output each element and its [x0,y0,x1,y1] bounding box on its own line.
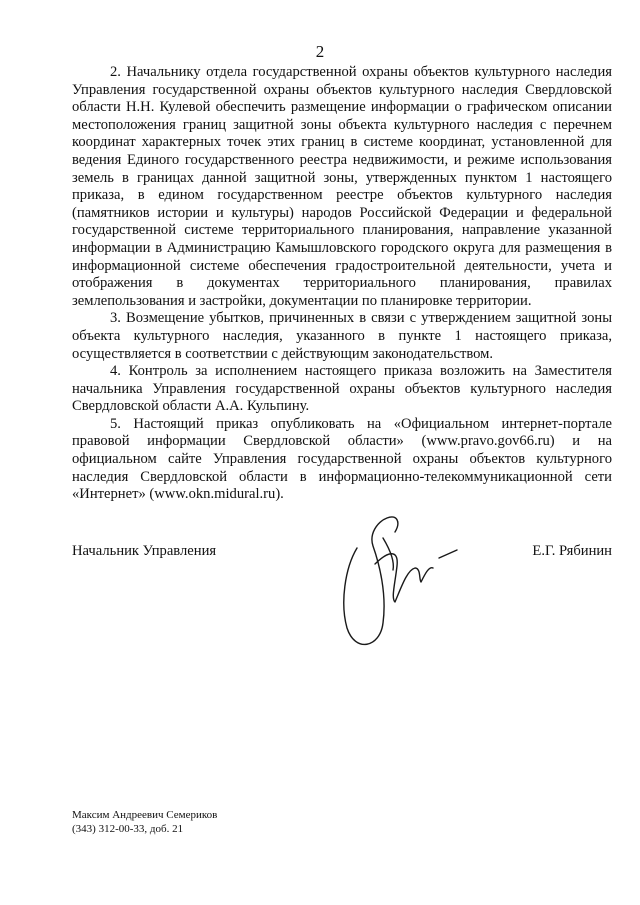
paragraph-5: 5. Настоящий приказ опубликовать на «Официальном интернет-портале правовой информации Свердловской области» (www.pravo.gov66.ru) и на официальном сайте Управления государственной охраны объектов культурного наследия Свердловской области в информационно-телекоммуникационной сети «Интернет» (www.okn.midural.ru). [72,415,612,503]
signer-title: Начальник Управления [72,543,217,559]
paragraph-3: 3. Возмещение убытков, причиненных в связи с утверждением защитной зоны объекта культурного наследия, указанного в пункте 1 настоящего приказа, осуществляется в соответствии с действующим законодательством. [72,310,612,362]
page-number: 2 [315,42,325,61]
document-body [72,64,612,504]
handwritten-signature [335,508,465,658]
signer-name: Е.Г. Рябинин [532,543,612,559]
paragraph-4: 4. Контроль за исполнением настоящего приказа возложить на Заместителя начальника Управления государственной охраны объектов культурного наследия Свердловской области А.А. Кульпину. [72,363,612,415]
executor-info [72,808,217,836]
paragraph-2: 2. Начальнику отдела государственной охраны объектов культурного наследия Управления государственной охраны объектов культурного наследия Свердловской области Н.Н. Кулевой обеспечить размещение информации о графическом описании местоположения границ защитной зоны объекта культурного наследия с перечнем координат характерных точек этих границ в системе координат, установленной для ведения Единого государственного реестра недвижимости, и режиме использования земель в границах данной защитной зоны, утвержденных пунктом 1 настоящего приказа, в едином государственном реестре объектов культурного наследия (памятников истории и культуры) народов Российской Федерации и федеральной государственной системе территориального планирования, направление указанной информации в Администрацию Камышловского городского округа для размещения в информационной системе обеспечения градостроительной деятельности, учета и отображения в документах территориального планирования, правилах землепользования и застройки, документации по планировке территории. [72,64,612,309]
executor-name: Максим Андреевич Семериков [72,809,218,821]
executor-phone: (343) 312-00-33, доб. 21 [72,823,184,835]
